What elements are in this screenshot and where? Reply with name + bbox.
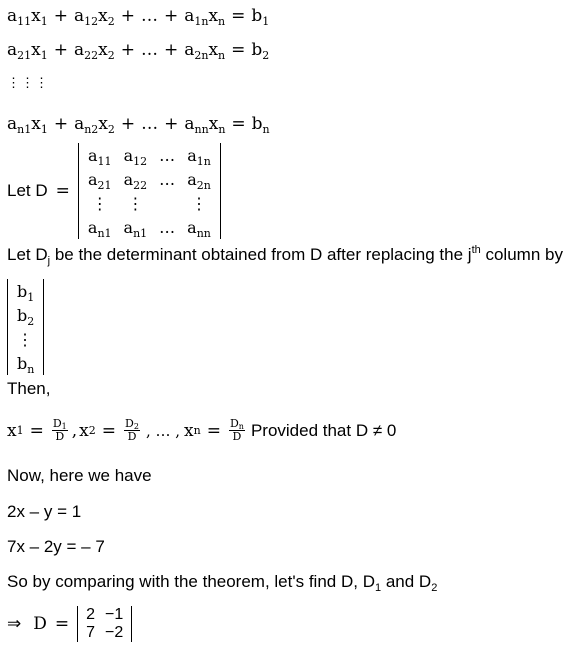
det-final-cell: −2 [105, 624, 124, 641]
det-d-cell: $a_{21}$ [87, 169, 112, 192]
det-d-row [82, 191, 217, 215]
now-statement: Now, here we have [7, 466, 152, 485]
det-d-row [82, 215, 217, 239]
det-d-cell: … [159, 145, 176, 165]
fraction-d2-over-d: $\frac{D_2}{D}$ [125, 417, 139, 443]
det-d-row [82, 143, 217, 167]
determinant-final [77, 606, 132, 642]
let-d-block: Let D = $a_{11}$ $a_{12}$ … $a_{1n}$ $a_{21}$ $a_{22}$ … $a_{2n}$ ⋮ ⋮ ⋮ $a_{n1}$ $a_{n1}$ … $a_{nn}$ [7, 143, 221, 239]
b-column-block [7, 279, 44, 375]
det-d-cell: $a_{n1}$ [87, 217, 112, 240]
det-d-cell: $a_{11}$ [87, 145, 112, 168]
det-final-cell: −1 [105, 606, 124, 623]
replacement-statement: Let $D_j$ be the determinant obtained from D after replacing the $j^{th}$ column by [7, 244, 563, 267]
final-d-label: D [33, 614, 47, 634]
b-column-cell: $b_1$ [17, 281, 35, 304]
det-final-cell: 7 [86, 624, 96, 641]
b-column-row [11, 303, 40, 327]
final-determinant-block: ⇒ D = 2 −1 7 −2 [7, 606, 132, 642]
cramer-rule: x 1 = $\frac{D_1}{D}$ , x 2 = $\frac{D_2}{D}$ , … , x n = $\frac{D_n}{D}$ Provided that D ≠ 0 [7, 417, 397, 443]
det-d-cell: … [159, 217, 176, 237]
det-d-cell: $a_{nn}$ [187, 217, 211, 240]
b-column-row [11, 327, 40, 351]
det-d-cell: $a_{22}$ [123, 169, 148, 192]
det-d-cell: $a_{2n}$ [187, 169, 211, 192]
determinant-final-table [81, 606, 128, 642]
b-column-vector [7, 279, 44, 375]
then-label: Then, [7, 379, 51, 398]
let-d-label: Let D [7, 181, 48, 200]
b-column-row [11, 351, 40, 375]
det-d-cell: $a_{n1}$ [123, 217, 148, 240]
det-d-cell: ⋮ [191, 193, 208, 213]
b-column-cell: $b_2$ [17, 305, 35, 328]
det-d-row [82, 167, 217, 191]
det-final-cell: 2 [86, 606, 96, 623]
fraction-dn-over-d: $\frac{D_n}{D}$ [229, 417, 244, 443]
equation-row-1: $a_{11}x_1 + a_{12}x_2$ + … + $a_{1n}x_n = b_1$ [7, 6, 270, 28]
det-final-row [81, 624, 128, 642]
determinant-d [78, 143, 221, 239]
det-final-row [81, 606, 128, 624]
compare-statement: So by comparing with the theorem, let's find D, $D_1$ and $D_2$ [7, 572, 438, 594]
provided-condition: Provided that D ≠ 0 [250, 420, 397, 440]
system-equation-2: 7x – 2y = – 7 [7, 537, 105, 556]
b-column-table [11, 279, 40, 375]
b-column-row [11, 279, 40, 303]
fraction-d1-over-d: $\frac{D_1}{D}$ [52, 417, 67, 443]
vertical-dots: ⋮⋮⋮ [7, 76, 49, 91]
det-d-cell: ⋮ [91, 193, 108, 213]
b-column-cell: ⋮ [17, 329, 33, 349]
det-d-cell: … [159, 169, 176, 189]
det-d-cell [153, 191, 181, 215]
system-equation-1: 2x – y = 1 [7, 502, 82, 521]
equation-row-2: $a_{21}x_1 + a_{22}x_2$ + … + $a_{2n}x_n = b_2$ [7, 40, 270, 62]
equation-row-n: $a_{n1}x_1 + a_{n2}x_2$ + … + $a_{nn}x_n = b_n$ [7, 114, 270, 136]
b-column-cell: $b_n$ [17, 353, 35, 376]
det-d-cell: $a_{1n}$ [187, 145, 211, 168]
determinant-d-table [82, 143, 217, 239]
implies-arrow: ⇒ [7, 614, 22, 633]
det-d-cell: ⋮ [127, 193, 144, 213]
det-d-cell: $a_{12}$ [123, 145, 148, 168]
